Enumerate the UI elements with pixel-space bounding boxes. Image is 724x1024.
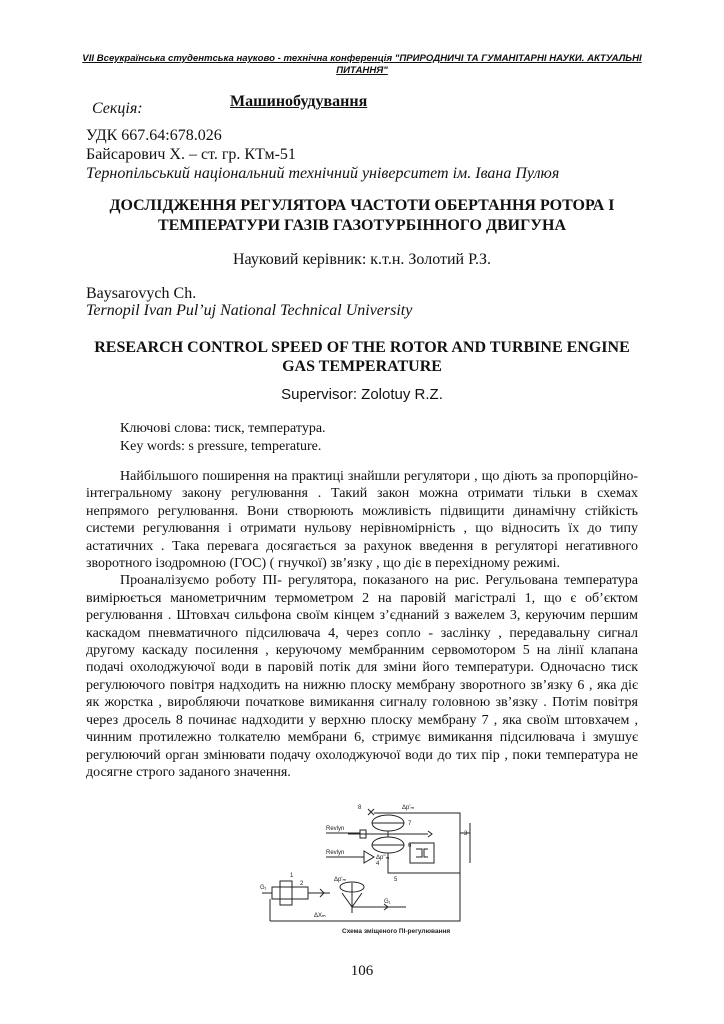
label-g1-left: G₁ xyxy=(260,885,267,891)
keywords-block xyxy=(120,420,326,456)
regulator-scheme-diagram xyxy=(256,803,486,937)
label-dx: ΔXₘ xyxy=(314,913,326,919)
university-en: Ternopil Ivan Pul’uj National Technical University xyxy=(86,302,413,319)
page-number: 106 xyxy=(350,963,374,979)
label-3: 3 xyxy=(464,831,468,837)
author-en: Baysarovych Ch. xyxy=(86,285,197,302)
keywords-ua: Ключові слова: тиск, температура. xyxy=(120,421,326,436)
label-dp3: Δp'ₘ xyxy=(334,877,347,883)
label-1: 1 xyxy=(290,873,294,879)
label-rev-1: Revlyn xyxy=(326,826,345,832)
udk-code: УДК 667.64:678.026 xyxy=(86,127,222,144)
label-dp1: Δp'ₘ xyxy=(402,805,415,811)
paragraph: Найбільшого поширення на практиці знайшли регулятори , що діють за пропорційно- інтегральному закону регулювання . Такий закон можна отримати тільки в схемах непрямого регулювання. Вони створюють можливість підвищити динамічну стійкість системи регулювання і отримати нульову нерівномірність , що відносить їх до типу астатичних . Така перевага досягається за рахунок введення в регуляторі негативного зворотного ізодромною (ГОС) ( гнучкої) зв’язку , що діє в перехідному режимі. xyxy=(86,469,638,572)
regulator-scheme-figure xyxy=(256,803,486,937)
section-row xyxy=(92,93,632,119)
piping-right xyxy=(460,823,470,863)
paper-title-en: RESEARCH CONTROL SPEED OF THE ROTOR AND TURBINE ENGINE GAS TEMPERATURE xyxy=(94,339,630,375)
conference-header: VII Всеукраїнська студентська науково - технічна конференція "ПРИРОДНИЧІ ТА ГУМАНІТАРНІ НАУКИ. АКТУАЛЬНІ ПИТАННЯ" xyxy=(82,53,642,76)
supervisor-ua: Науковий керівник: к.т.н. Золотий Р.З. xyxy=(232,251,492,268)
label-7: 7 xyxy=(408,821,412,827)
section-name: Машинобудування xyxy=(230,93,368,110)
piping-outer xyxy=(270,813,460,921)
label-g1-right: G₁ xyxy=(384,899,391,905)
thermometer-2 xyxy=(280,881,292,905)
figure-caption: Схема зміщеного ПІ-регулювання xyxy=(342,928,451,935)
paragraph: Проаналізуємо роботу ПІ- регулятора, показаного на рис. Регульована температура вимірюється манометричним термометром 2 на паровій магістралі 1, що є об’єктом регулювання . Штовхач сильфона своїм кінцем з’єднаний з важелем 3, керуючим першим каскадом пневматичного підсилювача 4, через сопло - заслінку , передавальну сигнал другому каскаду посилення , керуючому мембранним сервомотором 5 на лінії клапана подачі охолоджуючої води в паровій потік для зміни його температури. Одночасно тиск регулюючого повітря надходить на нижню плоску мембрану зворотного зв’язку 6 , яка діє як жорстка , виробляючи початкове вимикання сигналу головною зв’язку . Потім повітря через дросель 8 починає надходити у верхню плоску мембрану 7 , яка своїм штовхачем , чинним протилежно толкателю мембрани 6, стримує вимикання підсилювача і змушує регулюючий орган змінювати подачу охолоджуючої води до тих пір , поки температура не досягне строго заданого значення. xyxy=(86,573,638,780)
supervisor-en: Supervisor: Zolotuy R.Z. xyxy=(281,386,443,403)
regulating-unit-symbol xyxy=(416,849,428,857)
author-ua: Байсарович Х. – ст. гр. КТм-51 xyxy=(86,146,296,163)
amplifier-4 xyxy=(364,851,374,863)
label-2: 2 xyxy=(300,881,304,887)
label-6: 6 xyxy=(408,843,412,849)
section-label: Секція: xyxy=(92,100,143,117)
body-text xyxy=(86,468,638,781)
label-dp2: Δp''ₘ xyxy=(376,855,390,861)
label-5: 5 xyxy=(394,877,398,883)
paper-title-ua: ДОСЛІДЖЕННЯ РЕГУЛЯТОРА ЧАСТОТИ ОБЕРТАННЯ РОТОРА І ТЕМПЕРАТУРИ ГАЗІВ ГАЗОТУРБІННОГО ДВИГУНА xyxy=(109,197,615,234)
keywords-en: Key words: s pressure, temperature. xyxy=(120,439,322,454)
lever-arrow xyxy=(428,831,432,837)
label-rev-2: Revlyn xyxy=(326,850,345,856)
label-4: 4 xyxy=(376,861,380,867)
label-8: 8 xyxy=(358,805,362,811)
throttle-8 xyxy=(368,809,374,815)
university-ua: Тернопільський національний технічний університет ім. Івана Пулюя xyxy=(86,165,560,182)
steam-pipe-1 xyxy=(272,887,308,899)
